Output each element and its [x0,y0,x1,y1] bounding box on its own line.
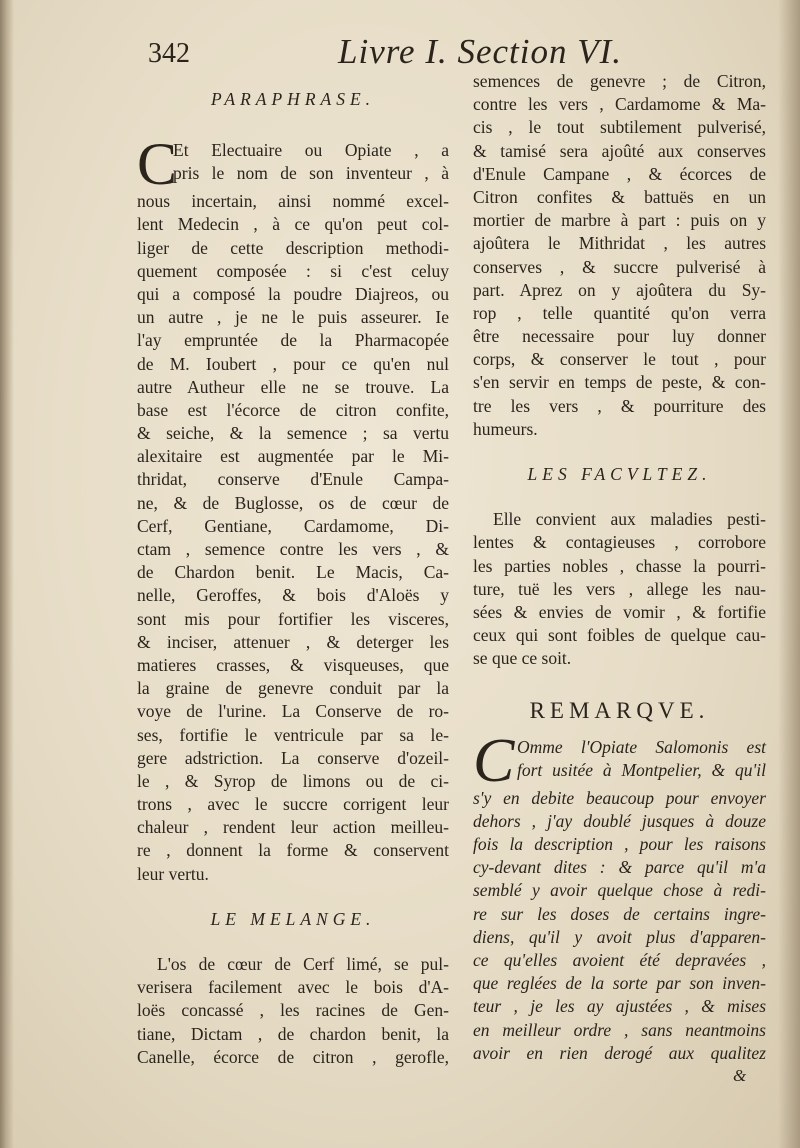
text-line: sées & envies de vomir , & fortifie [473,601,766,622]
text-line: semblé y avoir quelque chose à redi- [473,880,766,901]
text-line: fort usitée à Montpelier, & qu'il [517,759,766,780]
text-line: se que ce soit. [473,648,572,669]
drop-cap-letter: C [473,726,515,795]
text-line: Et Electuaire ou Opiate , a [173,140,449,161]
drop-cap-letter: C [137,131,178,198]
remarque-body [473,787,766,1065]
text-line: semences de genevre ; de Citron, [473,71,766,91]
paraphrase-body [137,190,449,886]
text-line: tiane, Dictam , de chardon benit, la [137,1023,449,1044]
text-line: part. Aprez on y ajoûtera du Sy- [473,279,766,300]
melange-heading: LE MELANGE. [210,908,376,929]
remarque-opening [473,726,766,795]
text-line: autre Autheur elle ne se trouve. La [137,376,449,397]
text-line: d'Enule Campane , & écorces de [473,163,766,184]
text-line: teur , je les ay ajustées , & mises [473,996,766,1017]
text-line: & inciser, attenuer , & deterger les [137,631,449,652]
text-line: conserves , & succre pulverisé à [473,256,766,277]
text-line: sont mis pour fortifier les visceres, [137,608,449,629]
paraphrase-heading: PARAPHRASE. [210,89,376,109]
page-binding-shadow [0,0,14,1148]
right-column [473,70,766,1065]
text-line: quement composée : si c'est celuy [137,260,449,281]
text-line: s'en servir en temps de peste, & con- [473,372,766,393]
text-line: ture, tuë les vers , allege les nau- [473,578,766,599]
text-line: chaleur , rendent leur action meilleu- [137,817,449,838]
text-line: pris le nom de son inventeur , à [173,163,449,184]
catchword: & [733,1066,747,1085]
text-line: de M. Ioubert , pour ce qu'en nul [137,353,449,374]
text-line: nelle, Geroffes, & bois d'Aloës y [137,585,449,606]
paraphrase-opening [137,131,449,198]
text-line: ctam , semence contre les vers , & [137,539,449,559]
text-line: re , donnent la forme & conservent [137,840,449,861]
text-line: cis , le tout subtilement pulverisé, [473,117,766,138]
text-line: gere adstriction. La conserve d'ozeil- [137,747,449,768]
text-line: Omme l'Opiate Salomonis est [517,736,766,757]
text-line: ajoûtera le Mithridat , les autres [473,233,766,254]
text-line: & tamisé sera ajoûté aux conserves [473,140,766,161]
text-line: Elle convient aux maladies pesti- [493,509,766,530]
text-line: mortier de marbre à part : puis on y [473,210,766,231]
text-line: Citron confites & battuës en un [473,186,766,207]
text-line: base est l'écorce de citron confite, [137,399,449,420]
text-line: contre les vers , Cardamome & Ma- [473,94,766,115]
text-line: en meilleur ordre , sans neantmoins [473,1019,766,1040]
text-line: lentes & contagieuses , corrobore [473,532,766,553]
text-line: diens, qu'il y avoit plus d'apparen- [473,926,766,947]
text-line: avoir en rien derogé aux qualitez [473,1042,766,1063]
text-line: ceux qui sont foibles de quelque cau- [473,625,766,646]
text-line: rop , telle quantité qu'on verra [473,302,766,323]
text-line: ses, fortifie le ventricule par sa le- [137,724,449,745]
text-line: matieres crasses, & visqueuses, que [137,654,449,675]
text-line: dehors , j'ay doublé jusques à douze [473,810,766,831]
text-line: leur vertu. [137,863,209,884]
text-line: Canelle, écorce de citron , gerofle, [137,1046,449,1067]
melange-body [137,953,449,1069]
text-line: tre les vers , & pourriture des [473,395,766,416]
text-line: le , & Syrop de limons ou de ci- [137,770,449,791]
text-line: trons , avec le succre corrigent leur [137,794,449,815]
running-head [0,18,800,71]
text-line: s'y en debite beaucoup pour envoyer [473,787,766,808]
text-line: corps, & conserver le tout , pour [473,349,766,370]
text-line: liger de cette description methodi- [137,237,449,258]
text-line: lent Medecin , à ce qu'on peut col- [137,214,449,235]
text-line: être necessaire pour luy donner [473,326,766,347]
text-line: fois la description , pour les raisons [473,834,766,855]
text-line: un autre , je ne le puis asseurer. Ie [137,307,449,328]
text-line: verisera facilement avec le bois d'A- [137,977,449,998]
text-line: thridat, conserve d'Enule Campa- [137,469,449,490]
text-line: alexitaire est augmentée par le Mi- [137,446,449,467]
facultez-body [473,508,766,670]
text-line: L'os de cœur de Cerf limé, se pul- [157,954,449,974]
text-line: Cerf, Gentiane, Cardamome, Di- [137,515,449,536]
text-line: humeurs. [473,418,538,439]
text-line: l'ay empruntée de la Pharmacopée [137,330,449,351]
page-number: 342 [148,38,190,69]
text-line: de Chardon benit. Le Macis, Ca- [137,562,449,583]
text-line: nous incertain, ainsi nommé excel- [137,191,449,212]
text-line: cy-devant dites : & parce qu'il m'a [473,857,766,878]
text-line: qui a composé la poudre Diajreos, ou [137,283,449,304]
remarque-heading: REMARQVE. [529,697,710,723]
text-line: ne, & de Buglosse, os de cœur de [137,492,449,513]
left-column [137,88,449,1069]
text-line: que reglées de la sorte par son inven- [473,973,766,994]
text-line: re sur les doses de certains ingre- [473,903,766,924]
text-line: loës concassé , les racines de Gen- [137,1000,449,1021]
text-line: ce qu'elles avoient été depravées , [473,950,766,970]
facultez-heading: LES FACVLTEZ. [527,464,712,484]
running-title: Livre I. Section VI. [338,32,623,71]
page-edge-shadow [778,0,800,1148]
text-line: voye de l'urine. La Conserve de ro- [137,701,449,722]
text-line: les parties nobles , chasse la pourri- [473,555,766,576]
text-line: & seiche, & la semence ; sa vertu [137,423,449,444]
melange-continuation [473,70,766,441]
text-line: la graine de genevre conduit par la [137,678,449,699]
